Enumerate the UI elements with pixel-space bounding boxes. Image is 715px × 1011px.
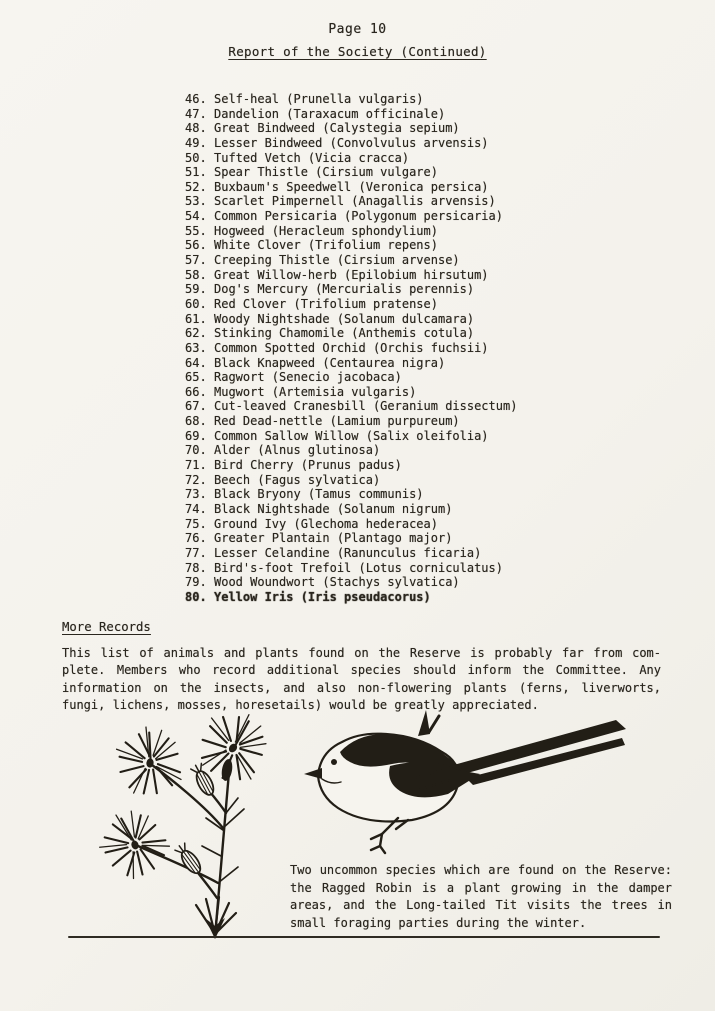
caption-line: areas, and the Long-tailed Tit visits the trees in (290, 898, 672, 913)
species-number: 65. (185, 370, 207, 385)
species-label: Lesser Bindweed (Convolvulus arvensis) (214, 135, 489, 150)
species-number: 63. (185, 340, 207, 355)
species-number: 52. (185, 179, 207, 194)
species-label: Bird's-foot Trefoil (Lotus corniculatus) (214, 560, 503, 575)
species-number: 73. (185, 487, 207, 502)
species-label: Self-heal (Prunella vulgaris) (214, 92, 424, 106)
species-number: 62. (185, 326, 207, 341)
species-list-item (185, 502, 517, 517)
species-list-item (185, 341, 517, 356)
species-number: 66. (185, 384, 207, 399)
species-label: Spear Thistle (Cirsium vulgare) (214, 165, 438, 180)
species-label: Ground Ivy (Glechoma hederacea) (214, 516, 438, 531)
species-list-item (185, 575, 517, 590)
species-list-item (185, 414, 517, 429)
species-label: Hogweed (Heracleum sphondylium) (214, 223, 438, 238)
species-label: Tufted Vetch (Vicia cracca) (214, 150, 410, 165)
species-list (185, 92, 517, 604)
species-number: 55. (185, 223, 207, 238)
page-header (0, 22, 715, 59)
species-list-item (185, 531, 517, 546)
species-list-item (185, 429, 517, 444)
species-number: 76. (185, 531, 207, 546)
caption-line: Two uncommon species which are found on the Reserve: (290, 863, 672, 877)
species-list-item (185, 268, 517, 283)
species-label: Wood Woundwort (Stachys sylvatica) (214, 575, 460, 590)
species-list-item (185, 546, 517, 561)
species-list-item (185, 385, 517, 400)
caption-line: the Ragged Robin is a plant growing in the damper (290, 880, 672, 895)
species-list-item (185, 92, 517, 107)
species-label: White Clover (Trifolium repens) (214, 238, 438, 253)
species-number: 78. (185, 560, 207, 575)
species-label: Yellow Iris (Iris pseudacorus) (214, 589, 431, 604)
species-list-item (185, 370, 517, 385)
species-number: 53. (185, 194, 207, 209)
species-list-item (185, 297, 517, 312)
species-label: Alder (Alnus glutinosa) (214, 443, 381, 458)
species-number: 80. (185, 589, 207, 604)
species-list-item (185, 194, 517, 209)
species-number: 77. (185, 545, 207, 560)
species-list-item (185, 399, 517, 414)
species-number: 48. (185, 121, 207, 136)
more-records-heading: More Records (62, 620, 151, 634)
species-list-item (185, 590, 517, 605)
species-list-item (185, 121, 517, 136)
species-number: 49. (185, 135, 207, 150)
species-number: 64. (185, 355, 207, 370)
species-list-item (185, 209, 517, 224)
species-label: Cut-leaved Cranesbill (Geranium dissectum) (214, 399, 518, 414)
species-list-item (185, 165, 517, 180)
species-list-item (185, 107, 517, 122)
species-list-item (185, 282, 517, 297)
species-number: 79. (185, 575, 207, 590)
illustration-caption (290, 862, 672, 932)
species-list-item (185, 356, 517, 371)
species-list-item (185, 238, 517, 253)
species-number: 60. (185, 296, 207, 311)
species-label: Great Willow-herb (Epilobium hirsutum) (214, 267, 489, 282)
species-list-item (185, 180, 517, 195)
species-label: Stinking Chamomile (Anthemis cotula) (214, 326, 475, 341)
paragraph-line: information on the insects, and also non-flowering plants (ferns, liverworts, (62, 680, 661, 695)
species-label: Greater Plantain (Plantago major) (214, 531, 453, 546)
page-title: Report of the Society (Continued) (228, 44, 487, 59)
long-tailed-tit-illustration (300, 708, 635, 858)
species-number: 72. (185, 472, 207, 487)
paragraph-line: plete. Members who record additional species should inform the Committee. Any (62, 663, 661, 678)
species-number: 46. (185, 92, 207, 106)
species-number: 51. (185, 165, 207, 180)
species-label: Common Persicaria (Polygonum persicaria) (214, 209, 503, 224)
species-label: Black Nightshade (Solanum nigrum) (214, 501, 453, 516)
species-label: Scarlet Pimpernell (Anagallis arvensis) (214, 194, 496, 209)
species-list-item (185, 487, 517, 502)
species-label: Mugwort (Artemisia vulgaris) (214, 384, 417, 399)
paragraph-line: fungi, lichens, mosses, horesetails) would be greatly appreciated. (62, 697, 539, 712)
species-number: 59. (185, 282, 207, 297)
species-number: 56. (185, 238, 207, 253)
species-label: Common Spotted Orchid (Orchis fuchsii) (214, 340, 489, 355)
species-list-item (185, 458, 517, 473)
species-list-item (185, 326, 517, 341)
species-label: Lesser Celandine (Ranunculus ficaria) (214, 545, 482, 560)
caption-line: small foraging parties during the winter. (290, 915, 587, 930)
species-number: 68. (185, 414, 207, 429)
species-label: Buxbaum's Speedwell (Veronica persica) (214, 179, 489, 194)
species-label: Dandelion (Taraxacum officinale) (214, 106, 446, 121)
species-list-item (185, 151, 517, 166)
species-number: 54. (185, 209, 207, 224)
species-number: 74. (185, 501, 207, 516)
species-list-item (185, 473, 517, 488)
species-list-item (185, 312, 517, 327)
species-number: 71. (185, 458, 207, 473)
species-number: 47. (185, 106, 207, 121)
species-label: Red Clover (Trifolium pratense) (214, 296, 438, 311)
species-number: 75. (185, 516, 207, 531)
paragraph-line: This list of animals and plants found on the Reserve is probably far from com- (62, 646, 661, 660)
species-list-item (185, 561, 517, 576)
page-number: Page 10 (328, 22, 387, 37)
species-number: 70. (185, 443, 207, 458)
species-label: Beech (Fagus sylvatica) (214, 472, 381, 487)
species-list-item (185, 253, 517, 268)
species-label: Common Sallow Willow (Salix oleifolia) (214, 428, 489, 443)
species-label: Black Bryony (Tamus communis) (214, 487, 424, 502)
species-number: 58. (185, 267, 207, 282)
species-list-item (185, 443, 517, 458)
species-number: 57. (185, 253, 207, 268)
species-label: Creeping Thistle (Cirsium arvense) (214, 253, 460, 268)
species-label: Ragwort (Senecio jacobaca) (214, 370, 402, 385)
species-number: 67. (185, 399, 207, 414)
species-label: Red Dead-nettle (Lamium purpureum) (214, 414, 460, 429)
species-label: Dog's Mercury (Mercurialis perennis) (214, 282, 475, 297)
species-label: Woody Nightshade (Solanum dulcamara) (214, 311, 475, 326)
species-list-item (185, 136, 517, 151)
species-list-item (185, 224, 517, 239)
species-number: 50. (185, 150, 207, 165)
species-number: 61. (185, 311, 207, 326)
species-label: Great Bindweed (Calystegia sepium) (214, 121, 460, 136)
species-number: 69. (185, 428, 207, 443)
ragged-robin-illustration (75, 698, 325, 943)
species-label: Bird Cherry (Prunus padus) (214, 458, 402, 473)
species-list-item (185, 517, 517, 532)
species-label: Black Knapweed (Centaurea nigra) (214, 355, 446, 370)
